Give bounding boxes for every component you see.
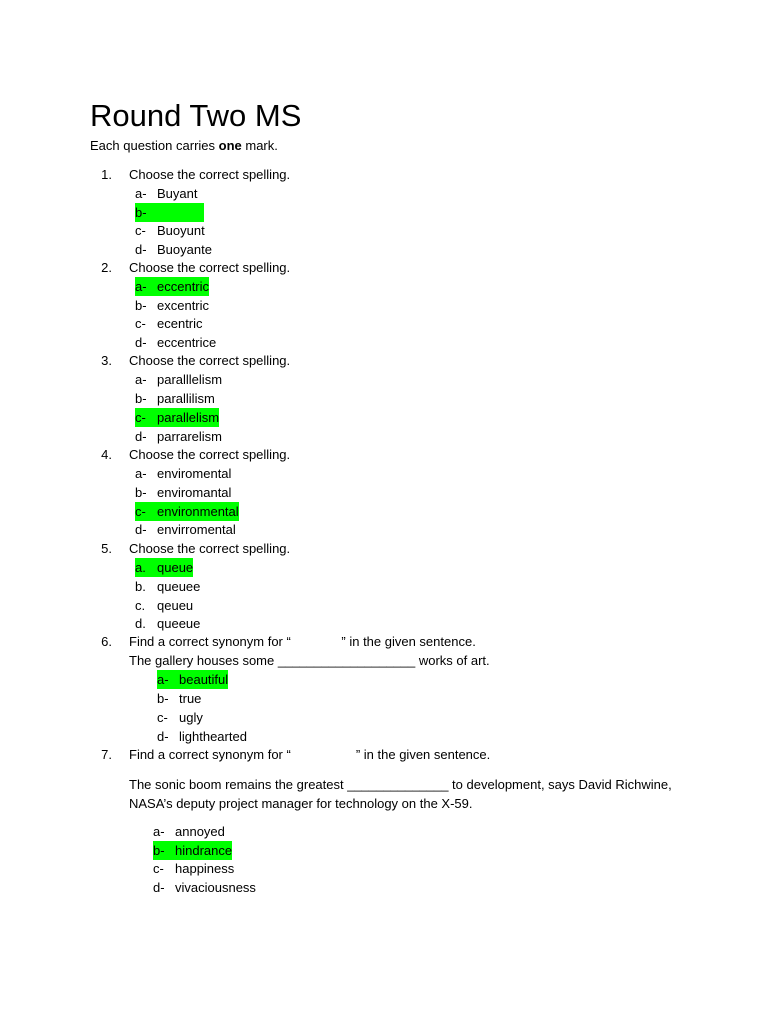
option-text: queeue: [157, 616, 201, 631]
question-6: [90, 632, 476, 651]
option-text: annoyed: [175, 824, 225, 839]
intro-bold: one: [218, 138, 242, 153]
option-1d: [135, 240, 212, 259]
option-text: paralllelism: [157, 372, 223, 387]
option-7d: [153, 878, 256, 897]
option-1c: [135, 221, 205, 240]
question-prompt: Choose the correct spelling.: [129, 353, 291, 368]
option-text: environmental: [157, 504, 239, 519]
option-2b: [135, 296, 209, 315]
option-text: enviromental: [157, 466, 232, 481]
option-2c: [135, 314, 203, 333]
option-text: qeueu: [157, 598, 194, 613]
option-marker: c-: [135, 316, 146, 331]
question-number: 5.: [101, 541, 112, 556]
option-text: parallelism: [157, 410, 220, 425]
option-text: beautiful: [179, 672, 229, 687]
option-marker: a-: [157, 672, 169, 687]
question-number: 7.: [101, 747, 112, 762]
question-number: 1.: [101, 167, 112, 182]
option-4d: [135, 520, 236, 539]
option-text: parallilism: [157, 391, 215, 406]
option-marker: a-: [135, 372, 147, 387]
option-text: excentric: [157, 298, 210, 313]
question-number: 6.: [101, 634, 112, 649]
intro-text: [90, 136, 278, 155]
option-marker: d-: [135, 522, 147, 537]
option-text: queue: [157, 560, 194, 575]
option-4c: [135, 502, 239, 521]
option-marker: c-: [135, 504, 146, 519]
option-text: ugly: [179, 710, 203, 725]
option-marker: a.: [135, 560, 146, 575]
option-7c: [153, 859, 234, 878]
option-text: parrarelism: [157, 429, 223, 444]
option-6c: [157, 708, 203, 727]
option-3a: [135, 370, 222, 389]
option-text: ecentric: [157, 316, 203, 331]
option-3b: [135, 389, 215, 408]
question-1: [90, 165, 290, 184]
intro-after: mark.: [241, 138, 278, 153]
question-number: 3.: [101, 353, 112, 368]
option-marker: a-: [135, 186, 147, 201]
option-marker: c-: [157, 710, 168, 725]
option-text: eccentrice: [157, 335, 217, 350]
option-text: lighthearted: [179, 729, 247, 744]
option-marker: b-: [135, 391, 147, 406]
option-text: Buyant: [157, 186, 198, 201]
option-marker: b.: [135, 579, 146, 594]
question-number: 4.: [101, 447, 112, 462]
question-prompt: Choose the correct spelling.: [129, 260, 291, 275]
option-text: Buoyante: [157, 242, 212, 257]
question-7: [90, 745, 490, 764]
question-prompt: Choose the correct spelling.: [129, 167, 291, 182]
option-text: enviromantal: [157, 485, 232, 500]
option-5a: [135, 558, 193, 577]
option-text: queuee: [157, 579, 201, 594]
option-2a: [135, 277, 209, 296]
question-7-sentence-line-2: NASA’s deputy project manager for technology on the X-59.: [129, 796, 473, 811]
option-6a: [157, 670, 228, 689]
option-marker: a-: [135, 466, 147, 481]
option-4b: [135, 483, 231, 502]
option-5b: [135, 577, 200, 596]
intro-before: Each question carries: [90, 138, 219, 153]
question-prompt: Find a correct synonym for “ ” in the given sentence.: [129, 747, 491, 762]
option-text: true: [179, 691, 202, 706]
question-6-sentence: The gallery houses some ___________________ works of art.: [129, 653, 490, 668]
option-marker: b-: [135, 485, 147, 500]
page-title: Round Two MS: [90, 98, 302, 133]
option-5c: [135, 596, 193, 615]
option-6b: [157, 689, 201, 708]
option-marker: b-: [135, 205, 147, 220]
option-marker: c-: [135, 410, 146, 425]
question-5: [90, 539, 290, 558]
question-3: [90, 351, 290, 370]
option-marker: d.: [135, 616, 146, 631]
option-text: vivaciousness: [175, 880, 256, 895]
option-marker: a-: [135, 279, 147, 294]
option-marker: d-: [135, 242, 147, 257]
option-1a: [135, 184, 197, 203]
option-marker: d-: [135, 429, 147, 444]
question-prompt: Find a correct synonym for “ ” in the given sentence.: [129, 634, 476, 649]
question-number: 2.: [101, 260, 112, 275]
option-1b: [135, 203, 204, 222]
option-marker: c-: [135, 223, 146, 238]
option-marker: c.: [135, 598, 146, 613]
option-marker: a-: [153, 824, 165, 839]
option-text: hindrance: [175, 843, 233, 858]
question-4: [90, 445, 290, 464]
option-2d: [135, 333, 216, 352]
option-5d: [135, 614, 200, 633]
option-marker: b-: [153, 843, 165, 858]
option-marker: b-: [157, 691, 169, 706]
option-text: envirromental: [157, 522, 236, 537]
option-marker: d-: [153, 880, 165, 895]
question-prompt: Choose the correct spelling.: [129, 541, 291, 556]
option-6d: [157, 727, 247, 746]
option-marker: d-: [135, 335, 147, 350]
question-7-sentence-line-1: The sonic boom remains the greatest ______________ to development, says David Richwine,: [129, 777, 672, 792]
option-marker: b-: [135, 298, 147, 313]
option-text: eccentric: [157, 279, 210, 294]
option-7a: [153, 822, 225, 841]
option-text: happiness: [175, 861, 235, 876]
option-marker: c-: [153, 861, 164, 876]
question-prompt: Choose the correct spelling.: [129, 447, 291, 462]
option-text: Buoyunt: [157, 223, 205, 238]
option-4a: [135, 464, 231, 483]
option-3d: [135, 427, 222, 446]
question-2: [90, 258, 290, 277]
option-3c: [135, 408, 219, 427]
option-marker: d-: [157, 729, 169, 744]
option-7b: [153, 841, 232, 860]
